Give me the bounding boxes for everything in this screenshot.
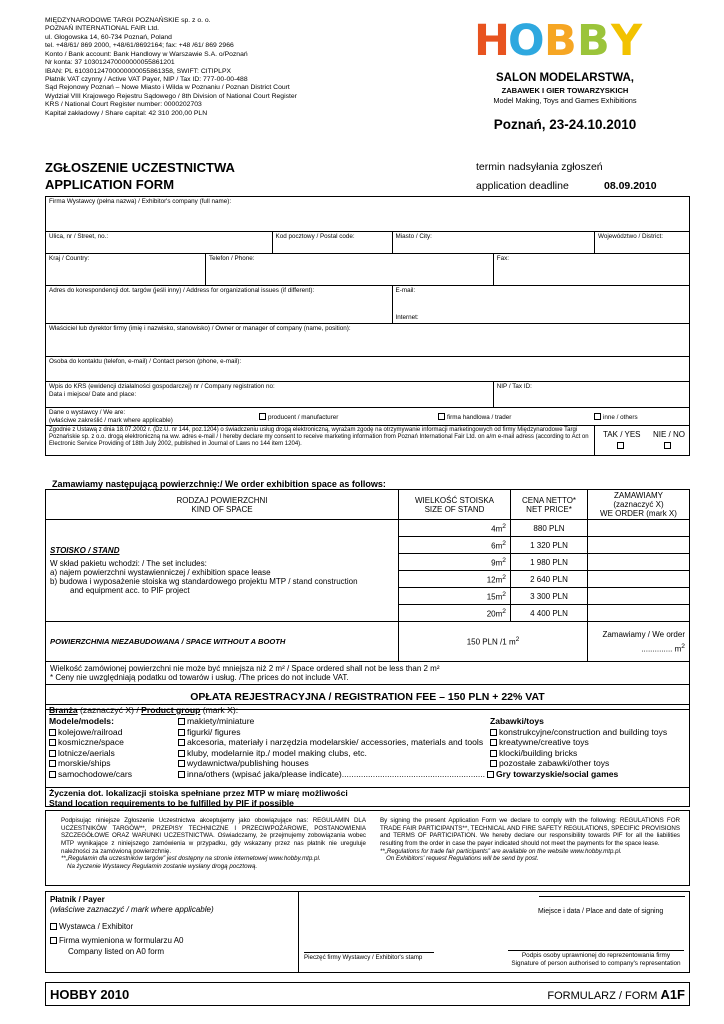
logo-letter: O (508, 16, 545, 66)
deadline-label-en: application deadline (476, 180, 569, 192)
footer-box (45, 982, 690, 1006)
space-order-table (45, 489, 690, 710)
sector-checkbox[interactable]: kreatywne/creative toys (490, 737, 667, 748)
stand-order-cell[interactable] (588, 571, 690, 588)
organizer-line: Kapitał zakładowy / Share capital: 42 310 200,00 PLN (45, 109, 208, 117)
event-date-place: Poznań, 23-24.10.2010 (493, 117, 637, 132)
brand-subtitle-2: ZABAWEK I GIER TOWARZYSKICH (501, 86, 629, 95)
organizer-line: KRS / National Court Register number: 0000202703 (45, 101, 202, 109)
models-column: Modele/models: kolejowe/railroad kosmiczne/space lotnicze/aerials morskie/ships samochodowe/cars (49, 716, 133, 779)
col-order-header: ZAMAWIAMY (zaznaczyć X) WE ORDER (mark X) (588, 490, 690, 520)
col-kind-header: RODZAJ POWIERZCHNI KIND OF SPACE (46, 490, 399, 520)
street-field[interactable]: Ulica, nr / Street, no.: (46, 232, 273, 254)
organizer-line: Wydział VIII Krajowego Rejestru Sądowego / 8th Division of National Court Register (45, 92, 297, 100)
country-field[interactable]: Kraj / Country: (46, 254, 206, 286)
exhibitor-type-row: Dane o wystawcy / We are: (właściwe zakreślić / mark where applicable) producent / manufacturer firma handlowa / trader inne / others (46, 408, 690, 426)
checkbox-icon (259, 413, 266, 420)
stand-order-cell[interactable] (588, 520, 690, 537)
registration-fee: OPŁATA REJESTRACYJNA / REGISTRATION FEE – 150 PLN + 22% VAT (46, 685, 690, 710)
consent-no-checkbox[interactable] (664, 442, 671, 449)
stand-size: $20m^2$ (399, 605, 511, 622)
space-heading: Zamawiamy następującą powierzchnię:/ We order exhibition space as follows: (52, 479, 386, 489)
trader-checkbox[interactable]: firma handlowa / trader (438, 413, 511, 422)
form-title-pl: ZGŁOSZENIE UCZESTNICTWA (45, 160, 235, 175)
organizer-line: tel. +48/61/ 869 2000, +48/61/8692164; fax: +48 /61/ 869 2966 (45, 42, 234, 50)
consent-yes-checkbox[interactable] (617, 442, 624, 449)
tax-id-field[interactable]: NIP / Tax ID: (493, 382, 689, 408)
deadline-label-pl: termin nadsyłania zgłoszeń (476, 161, 603, 173)
sector-checkbox[interactable]: makiety/miniature (178, 716, 485, 727)
place-date-label: Miejsce i data / Place and date of signing (538, 908, 664, 915)
terms-en: By signing the present Application Form we declare to comply with the following: REGULATIONS FOR TRADE FAIR PARTICIPANTS**, TECHNICAL AND FIRE SAFETY REGULATIONS, SPECIFIC PROVISIONS and TERMS OF PARTICIPATION. We hereby declare our responsibility towards PIF for all the liabilities resulting from the order in case the payer indicated should not meet the payments for the space lease. **„Regulations for trade fair participants” are available on the website www.hobby.mtp.pl. On Exhibitors' request Regulations will be send by post. (380, 817, 680, 863)
sector-checkbox[interactable]: inna/others (wpisać jaka/please indicate)............................................................ (178, 769, 485, 780)
stand-price: 1 320 PLN (511, 537, 588, 554)
deadline-date: 08.09.2010 (604, 180, 657, 192)
sector-checkbox[interactable]: konstrukcyjne/construction and building toys (490, 727, 667, 738)
stand-order-cell[interactable] (588, 605, 690, 622)
product-group-heading: Branża (zaznaczyć X) / Product group (mark X): (49, 705, 239, 715)
others-checkbox[interactable]: inne / others (594, 413, 638, 422)
organizer-line: ul. Głogowska 14, 60-734 Poznań, Poland (45, 33, 172, 41)
product-group-box (45, 704, 690, 807)
payer-exhibitor-checkbox[interactable]: Wystawca / Exhibitor (50, 922, 294, 932)
sector-checkbox[interactable]: samochodowe/cars (49, 769, 132, 780)
stand-price: 1 980 PLN (511, 554, 588, 571)
logo-letter: B (544, 16, 577, 66)
payer-section: Płatnik / Payer (właściwe zaznaczyć / mark where applicable) Wystawca / Exhibitor Firma wymieniona w formularzu A0 Company listed on A0 form (46, 892, 299, 972)
owner-field[interactable]: Właściciel lub dyrektor firmy (imię i nazwisko, stanowisko) / Owner or manager of company (name, position): (46, 324, 690, 357)
brand-subtitle-3: Model Making, Toys and Games Exhibitions (493, 96, 637, 105)
hobby-logo (474, 16, 644, 66)
social-games-checkbox[interactable]: Gry towarzyskie/social games (487, 769, 667, 780)
consent-yes: TAK / YES (603, 430, 641, 440)
form-title-en: APPLICATION FORM (45, 177, 175, 192)
sector-checkbox[interactable]: kolejowe/railroad (49, 727, 132, 738)
payer-box (45, 891, 690, 973)
footer-title: HOBBY 2010 (50, 987, 130, 1002)
organizer-line: Płatnik VAT czynny / Active VAT Payer, NIP / Tax ID: 777-00-00-488 (45, 75, 248, 83)
unbuilt-space-label: POWIERZCHNIA NIEZABUDOWANA / SPACE WITHOUT A BOOTH (46, 622, 399, 662)
sector-checkbox[interactable]: figurki/ figures (178, 727, 485, 738)
col-size-header: WIELKOŚĆ STOISKA SIZE OF STAND (399, 490, 511, 520)
consent-no: NIE / NO (653, 430, 686, 440)
exhibitor-data-table (45, 196, 690, 456)
stand-size: $12m^2$ (399, 571, 511, 588)
sector-checkbox[interactable]: wydawnictwa/publishing houses (178, 758, 485, 769)
producer-checkbox[interactable]: producent / manufacturer (259, 413, 338, 422)
stand-order-cell[interactable] (588, 588, 690, 605)
logo-letter: B (577, 16, 610, 66)
stand-price: 3 300 PLN (511, 588, 588, 605)
fax-field[interactable]: Fax: (493, 254, 689, 286)
location-requirements[interactable]: Życzenia dot. lokalizacji stoiska spełniane przez MTP w miarę możliwości Stand location requirements to be fulfilled by PIF if possible (46, 787, 689, 808)
postal-code-field[interactable]: Kod pocztowy / Postal code: (272, 232, 392, 254)
space-notes: Wielkość zamówionej powierzchni nie może być mniejsza niż 2 m² / Space ordered shall not be less than 2 m² * Ceny nie uwzględniają podatku od towarów i usług. /The prices do not include VAT. (46, 662, 690, 685)
organizer-line: POZNAŃ INTERNATIONAL FAIR Ltd. (45, 25, 160, 33)
form-code: FORMULARZ / FORM A1F (547, 987, 685, 1002)
toys-column: Zabawki/toys konstrukcyjne/construction and building toys kreatywne/creative toys klocki/building bricks pozostałe zabawki/other toys Gry towarzyskie/social games (490, 716, 667, 780)
organizer-info (45, 17, 345, 118)
company-field[interactable]: Firma Wystawcy (pełna nazwa) / Exhibitor's company (full name): (46, 197, 690, 232)
stand-price: 2 640 PLN (511, 571, 588, 588)
sector-checkbox[interactable]: kluby, modelarnie itp./ model making clubs, etc. (178, 748, 485, 759)
organizer-line: MIĘDZYNARODOWE TARGI POZNAŃSKIE sp. z o. o. (45, 17, 211, 24)
stamp-label: Pieczęć firmy Wystawcy / Exhibitor's stamp (304, 954, 423, 961)
stand-size: $15m^2$ (399, 588, 511, 605)
col-price-header: CENA NETTO* NET PRICE* (511, 490, 588, 520)
sector-checkbox[interactable]: morskie/ships (49, 758, 132, 769)
province-field[interactable]: Województwo / District: (595, 232, 690, 254)
terms-box (45, 810, 690, 886)
stand-size: $4m^2$ (399, 520, 511, 537)
sector-checkbox[interactable]: kosmiczne/space (49, 737, 132, 748)
phone-field[interactable]: Telefon / Phone: (206, 254, 494, 286)
unbuilt-order-field[interactable]: Zamawiamy / We order .............. $m^2$ (588, 622, 690, 662)
organizer-line: Konto / Bank account: Bank Handlowy w Warszawie S.A. o/Poznań (45, 50, 248, 58)
city-field[interactable]: Miasto / City: (392, 232, 594, 254)
checkbox-icon (594, 413, 601, 420)
brand-subtitle: SALON MODELARSTWA, (496, 72, 634, 84)
logo-letter: H (474, 16, 510, 66)
payer-listed-checkbox[interactable]: Firma wymieniona w formularzu A0 (50, 936, 294, 946)
terms-pl: Podpisując niniejsze Zgłoszenie Uczestnictwa akceptujemy jako obowiązujące nas: REGULAMIN DLA UCZESTNIKÓW TARGÓW**, PRZEPISY TECHNICZNE I PRZECIWPOŻAROWE, POSTANOWIENIA SZCZEGÓŁOWE ORAZ WARUNKI UCZESTNICTWA. Oświadczamy, że przejmujemy zobowiązania wobec MTP wynikające z niniejszego zamówienia w przypadku, gdy wskazany przez nas płatnik nie ureguluje należności za zamówioną powierzchnię. **„Regulamin dla uczestników targów” jest dostępny na stronie internetowej www.hobby.mtp.pl. Na życzenie Wystawcy Regulamin zostanie wysłany drogą pocztową. (61, 817, 366, 871)
marketing-consent-text: Zgodnie z Ustawą z dnia 18.07.2002 r. (Dz.U. nr 144, poz.1204) o świadczeniu usług drogą elektroniczną, wyrażam zgodę na otrzymywanie informacji marketingowych od firmy Międzynarodowe Targi Poznańskie sp. z o.o. drogą elektroniczną na ww. adres e-mail / I hereby declare my consent to receive marketing information from Poznań International Fair Ltd. on a/m e-mail adress (according to Act on Electronic Service Providing of 18th July 2002, published in Journal of Laws no 144 item 1204). (46, 426, 595, 456)
stand-price: 880 PLN (511, 520, 588, 537)
logo-letter: Y (611, 16, 643, 66)
stand-size: $6m^2$ (399, 537, 511, 554)
signature-label: Podpis osoby uprawnionej do reprezentowania firmy Signature of person authorised to company's representation (511, 952, 681, 968)
organizer-line: Nr konta: 37 103012470000000055861201 (45, 59, 175, 67)
stand-description: STOISKO / STAND W skład pakietu wchodzi: / The set includes: a) najem powierzchni wystawienniczej / exhibition space lease b) budowa i wyposażenie stoiska wg standardowego projektu MTP / stand construction and equipment acc. to PIF project (46, 520, 399, 622)
sector-checkbox[interactable]: akcesoria, materiały i narzędzia modelarskie/ accessories, materials and tools (178, 737, 485, 748)
models-column-2 (178, 716, 485, 780)
sector-checkbox[interactable]: klocki/building bricks (490, 748, 667, 759)
internet-field[interactable]: Internet: (395, 314, 419, 322)
organizer-line: Sąd Rejonowy Poznań – Nowe Miasto i Wilda w Poznaniu / Poznan District Court (45, 84, 290, 92)
stand-order-cell[interactable] (588, 554, 690, 571)
stand-price: 4 400 PLN (511, 605, 588, 622)
unbuilt-space-price: 150 PLN /1 $m^2$ (399, 622, 588, 662)
stand-size: $9m^2$ (399, 554, 511, 571)
sector-checkbox[interactable]: lotnicze/aerials (49, 748, 132, 759)
registration-field[interactable]: Wpis do KRS (ewidencji działalności gospodarczej) nr / Company registration no: Data i miejsce/ Date and place: (46, 382, 494, 408)
contact-person-field[interactable]: Osoba do kontaktu (telefon, e-mail) / Contact person (phone, e-mail): (46, 357, 690, 382)
organizer-line: IBAN: PL 61030124700000000055861358, SWIFT: CITIPLPX (45, 67, 232, 75)
correspondence-address-field[interactable]: Adres do korespondencji dot. targów (jeśli inny) / Address for organizational issues (if different): (46, 286, 393, 324)
sector-checkbox[interactable]: pozostałe zabawki/other toys (490, 758, 667, 769)
checkbox-icon (438, 413, 445, 420)
email-field[interactable]: E-mail: (395, 287, 416, 294)
stand-order-cell[interactable] (588, 537, 690, 554)
